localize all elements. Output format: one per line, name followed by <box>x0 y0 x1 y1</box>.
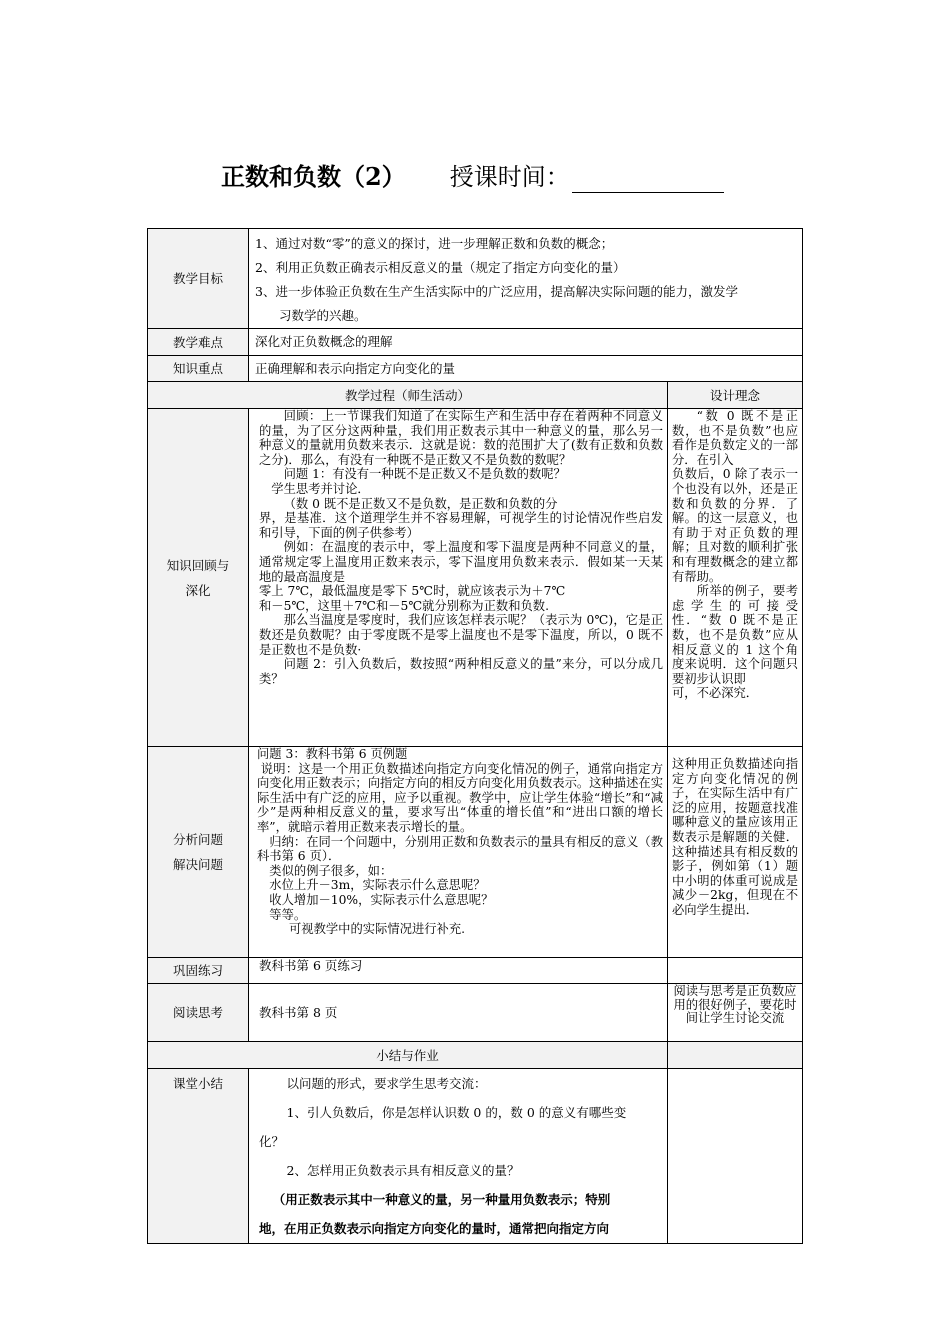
analysis-paragraph: 问题 3：教科书第 6 页例题 <box>257 747 408 761</box>
class-summary-label: 课堂小结 <box>148 1069 249 1244</box>
analysis-label-line2: 解决问题 <box>172 857 223 872</box>
objective-item: 1、通过对数“零”的意义的探讨，进一步理解正数和负数的概念； <box>255 236 614 251</box>
summary-line: 1、引人负数后，你是怎样认识数 0 的，数 0 的意义有哪些变 <box>286 1105 627 1120</box>
objective-item: 3、进一步体验正负数在生产生活实际中的广泛应用，提高解决实际问题的能力，激发学 <box>255 284 738 299</box>
analysis-design-text: 这种用正负数描述向指定方向变化情况的例子，在实际生活中有广泛的应用，按题意找准哪种意义的量应该用正数表示是解题的关健．这种描述具有相反数的影子，例如第（1）题中小明的体重可说成是减少－2kg，但现在不必向学生提出． <box>672 757 798 917</box>
practice-content <box>249 958 668 984</box>
review-paragraph: 那么当温度是零度时，我们应该怎样表示呢？（表示为 0℃)，它是正数还是负数呢？由于零度既不是零上温度也不是零下温度，所以，0 既不是正数也不是负数· <box>259 613 663 657</box>
review-paragraph: 问题 2：引入负数后，数按照“两种相反意义的量”来分，可以分成几类？ <box>259 657 663 686</box>
practice-row <box>148 958 803 984</box>
review-paragraph: 例如：在温度的表示中，零上温度和零下温度是两种不同意义的量，通常规定零上温度用正数来表示，零下温度用负数来表示．假如某一天某地的最高温度是 <box>259 540 663 584</box>
analysis-paragraph: 水位上升－3m，实际表示什么意思呢？ <box>269 878 486 893</box>
reading-design <box>668 984 803 1042</box>
review-design-text: 可，不必深究． <box>672 686 759 701</box>
objectives-row <box>148 229 803 329</box>
time-blank-line <box>572 168 724 193</box>
review-design-text: 所举的例子，要考虑学生的可接受性．“数 0 既不是正数，也不是负数”应从相反意义的 1 这个角度来说明．这个问题只要初步认识即 <box>672 584 798 686</box>
analysis-label-line1: 分析问题 <box>172 832 223 847</box>
review-row <box>148 409 803 747</box>
review-paragraph: （数 0 既不是正数又不是负数，是正数和负数的分 <box>283 496 558 511</box>
process-header-row <box>148 382 803 409</box>
review-paragraph: 界，是基准．这个道理学生并不容易理解，可视学生的讨论情况作些启发和引导，下面的例子供参考） <box>259 511 663 540</box>
summary-line: 2、怎样用正负数表示具有相反意义的量？ <box>286 1163 520 1178</box>
class-summary-design <box>668 1069 803 1244</box>
objectives-label: 教学目标 <box>148 229 249 329</box>
summary-line: 以问题的形式，要求学生思考交流： <box>286 1076 487 1091</box>
analysis-paragraph: 类似的例子很多，如： <box>269 863 393 878</box>
practice-text: 教科书第 6 页练习 <box>259 958 363 973</box>
difficulty-text: 深化对正负数概念的理解 <box>255 334 393 349</box>
analysis-row <box>148 747 803 958</box>
summary-header-design <box>668 1042 803 1069</box>
reading-design-text: 阅读与思考是正负数应用的很好例子，要花时间让学生讨论交流 <box>673 984 797 1025</box>
reading-text: 教科书第 8 页 <box>259 1004 338 1020</box>
review-label <box>148 409 249 747</box>
objective-item: 习数学的兴趣。 <box>279 308 367 323</box>
analysis-paragraph: 说明：这是一个用正负数描述向指定方向变化情况的例子，通常向指定方向变化用正数表示；向指定方向的相反方向变化用负数表示。这种描述在实际生活中有广泛的应用，应予以重视。教学中，应让学生体验“增长”和“减少”是两种相反意义的量，要求写出“体重的增长值”和“进出口额的增长率”，就暗示着用正数来表示增长的量。 <box>257 761 663 834</box>
review-paragraph: 零上 7℃，最低温度是零下 5℃时，就应该表示为＋7℃ <box>259 584 566 599</box>
review-design <box>668 409 803 747</box>
summary-header-row <box>148 1042 803 1069</box>
class-summary-row <box>148 1069 803 1244</box>
review-paragraph: 回顾：上一节课我们知道了在实际生产和生活中存在着两种不同意义的量，为了区分这两种量，我们用正数表示其中一种意义的量，那么另一种意义的量就用负数来表示．这就是说：数的范围扩大了(数有正数和负数之分)．那么，有没有一种既不是正数又不是负数的数呢？ <box>259 409 663 467</box>
process-activity-header: 教学过程（师生活动） <box>148 382 668 409</box>
summary-line: 地，在用正负数表示向指定方向变化的量时，通常把向指定方向 <box>259 1221 610 1236</box>
process-design-header: 设计理念 <box>668 382 803 409</box>
practice-label: 巩固练习 <box>148 958 249 984</box>
summary-line: 化？ <box>259 1134 285 1149</box>
class-summary-content <box>249 1069 668 1244</box>
analysis-design <box>668 747 803 958</box>
key-point-label: 知识重点 <box>148 356 249 382</box>
review-paragraph: 学生思考并讨论． <box>271 481 370 496</box>
analysis-label <box>148 747 249 958</box>
lesson-title: 正数和负数（2） <box>221 162 406 191</box>
review-paragraph: 问题 1：有没有一种既不是正数又不是负数的数呢？ <box>283 467 566 482</box>
summary-header: 小结与作业 <box>148 1042 668 1069</box>
lesson-plan-table <box>147 228 803 1244</box>
time-label: 授课时间： <box>449 163 570 191</box>
key-point-cell <box>249 356 803 382</box>
review-label-line1: 知识回顾与 <box>166 557 230 573</box>
difficulty-label: 教学难点 <box>148 329 249 356</box>
review-paragraph: 和－5℃，这里＋7℃和－5℃就分别称为正数和负数. <box>259 598 549 613</box>
difficulty-cell <box>249 329 803 356</box>
analysis-content <box>249 747 668 958</box>
review-label-line2: 深化 <box>185 582 211 598</box>
key-point-row <box>148 356 803 382</box>
review-design-text: 负数后，0 除了表示一个也没有以外，还是正数和负数的分界．了解。的这一层意义，也有助于对正负数的理解；且对数的顺利扩张和有理数概念的建立都有帮助。 <box>672 467 798 584</box>
reading-row <box>148 984 803 1042</box>
key-point-text: 正确理解和表示向指定方向变化的量 <box>255 360 456 376</box>
analysis-paragraph: 归纳：在同一个问题中，分别用正数和负数表示的量具有相反的意义（教科书第 6 页）． <box>257 834 663 864</box>
difficulty-row <box>148 329 803 356</box>
page-title <box>221 161 724 193</box>
objective-item: 2、利用正负数正确表示相反意义的量（规定了指定方向变化的量） <box>255 260 626 275</box>
analysis-paragraph: 收人增加－10%，实际表示什么意思呢？ <box>269 892 494 907</box>
analysis-paragraph: 可视教学中的实际情况进行补充. <box>288 922 466 937</box>
review-design-text: “数 0 既不是正数，也不是负数”也应看作是负数定义的一部分．在引入 <box>672 409 798 467</box>
practice-design <box>668 958 803 984</box>
reading-label: 阅读思考 <box>148 984 249 1042</box>
summary-line: （用正数表示其中一种意义的量，另一种量用负数表示；特别 <box>272 1192 611 1207</box>
analysis-paragraph: 等等。 <box>269 907 307 922</box>
reading-content <box>249 984 668 1042</box>
review-content <box>249 409 668 747</box>
objectives-cell <box>249 229 803 329</box>
